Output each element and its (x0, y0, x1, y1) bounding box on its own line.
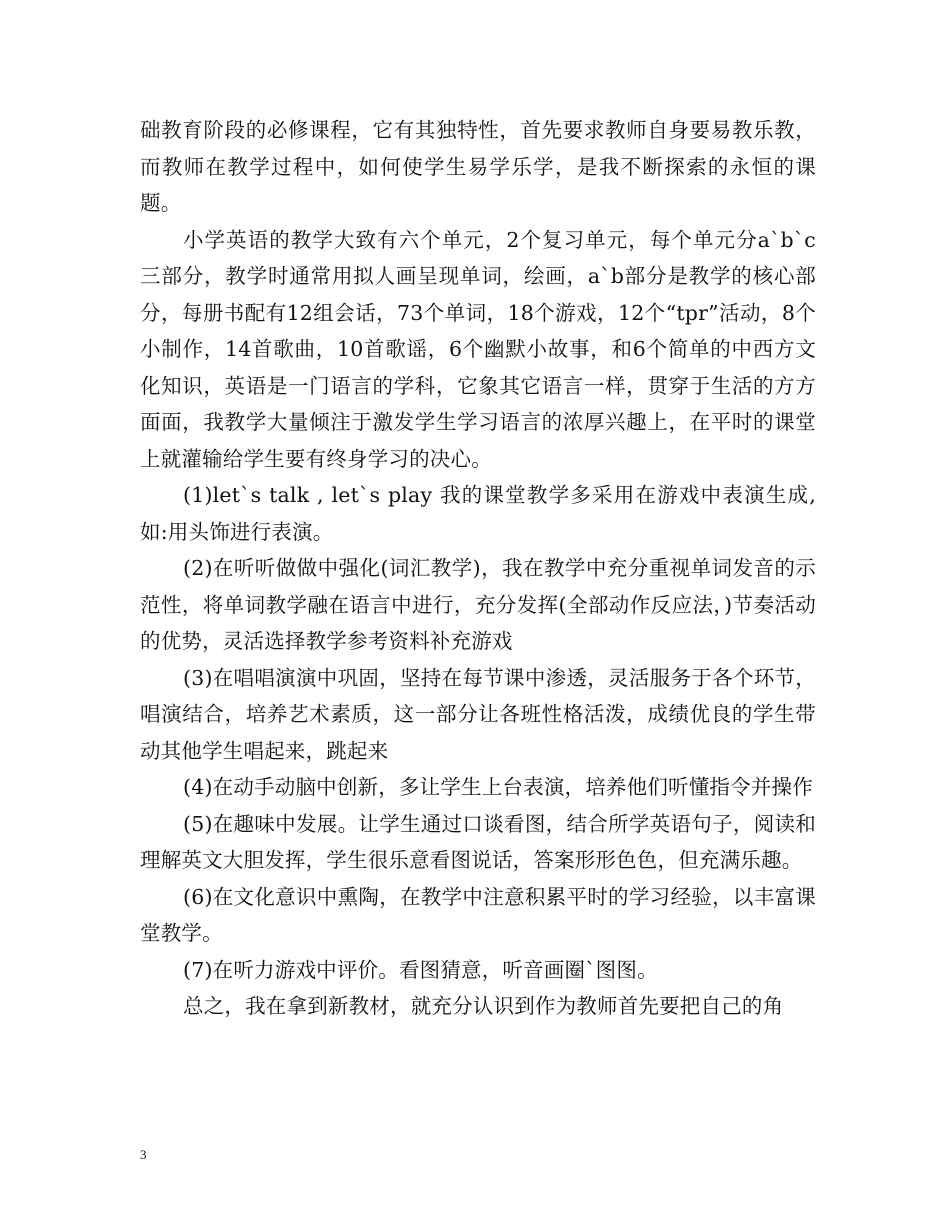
paragraph-item-6: (6)在文化意识中熏陶，在教学中注意积累平时的学习经验，以丰富课堂教学。 (140, 884, 816, 945)
paragraph-course-overview: 小学英语的教学大致有六个单元，2个复习单元，每个单元分a`b`c 三部分，教学时通常用拟人画呈现单词，绘画，a`b部分是教学的核心部分，每册书配有12组会话，73个单词，18个游戏，12个“tpr”活动，8个小制作，14首歌曲，10首歌谣，6个幽默小故事，和6个简单的中西方文化知识，英语是一门语言的学科，它象其它语言一样，贯穿于生活的方方面面，我教学大量倾注于激发学生学习语言的浓厚兴趣上，在平时的课堂上就灌输给学生要有终身学习的决心。 (140, 227, 816, 471)
paragraph-continuation: 础教育阶段的必修课程，它有其独特性，首先要求教师自身要易教乐教，而教师在教学过程中，如何使学生易学乐学，是我不断探索的永恒的课题。 (140, 118, 816, 215)
paragraph-item-4: (4)在动手动脑中创新，多让学生上台表演，培养他们听懂指令并操作 (183, 775, 813, 799)
paragraph-item-1: (1)let`s talk , let`s play 我的课堂教学多采用在游戏中表演生成,如:用头饰进行表演。 (140, 483, 816, 544)
paragraph-item-7: (7)在听力游戏中评价。看图猜意，听音画圈`图图。 (183, 957, 658, 982)
paragraph-item-5: (5)在趣味中发展。让学生通过口谈看图，结合所学英语句子，阅读和理解英文大胆发挥，学生很乐意看图说话，答案形形色色，但充满乐趣。 (140, 811, 816, 872)
paragraph-item-2: (2)在听听做做中强化(词汇教学)，我在教学中充分重视单词发音的示范性，将单词教学融在语言中进行，充分发挥(全部动作反应法，)节奏活动的优势，灵活选择教学参考资料补充游戏 (140, 556, 816, 653)
paragraph-item-3: (3)在唱唱演演中巩固，坚持在每节课中渗透，灵活服务于各个环节，唱演结合，培养艺术素质，这一部分让各班性格活泼，成绩优良的学生带动其他学生唱起来，跳起来 (140, 665, 816, 763)
paragraph-summary: 总之，我在拿到新教材，就充分认识到作为教师首先要把自己的角 (183, 994, 784, 1018)
page-number: 3 (140, 1147, 147, 1162)
document-body (140, 112, 816, 1025)
